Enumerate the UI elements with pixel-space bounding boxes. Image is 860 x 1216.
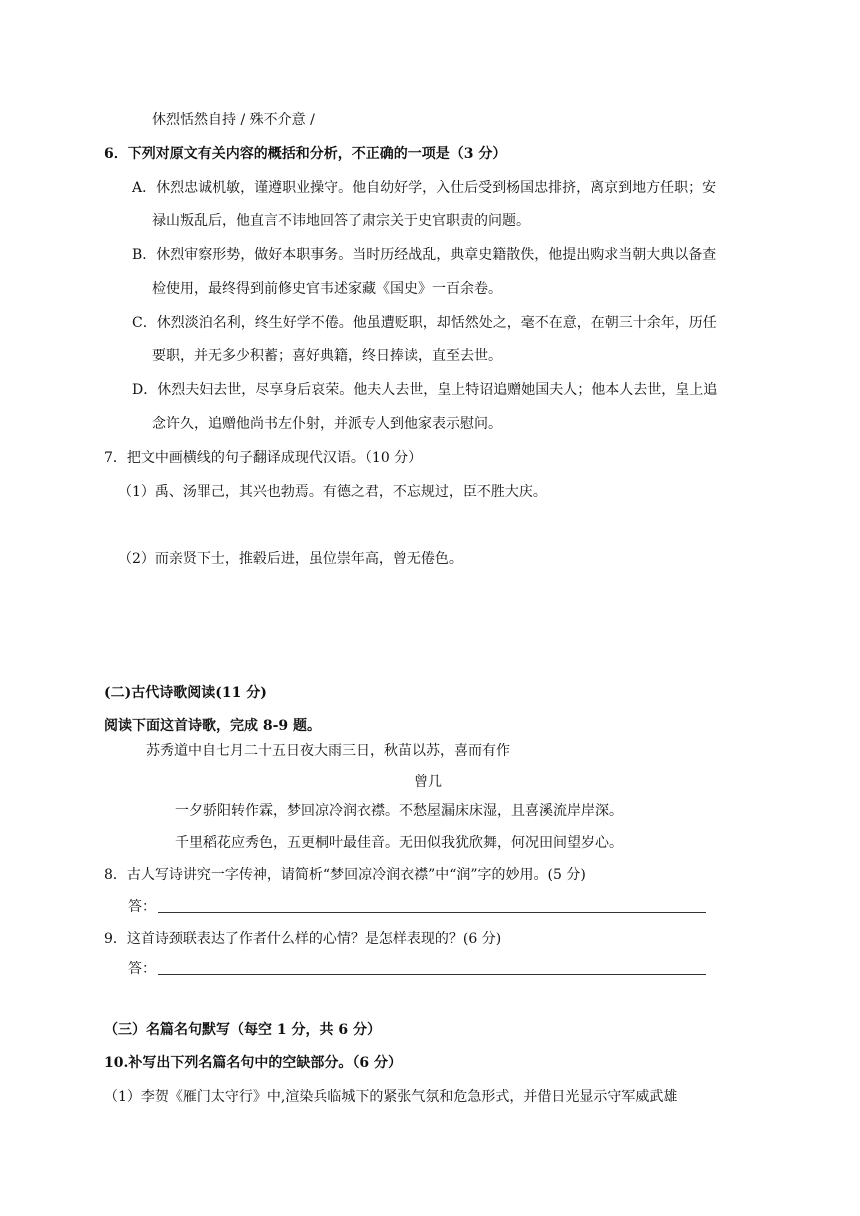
q10-stem: 10.补写出下列名篇名句中的空缺部分。（6 分）	[104, 1055, 402, 1071]
q6-option-d-cont: 念许久，追赠他尚书左仆射，并派专人到他家表示慰问。	[152, 416, 502, 432]
poem-title: 苏秀道中自七月二十五日夜大雨三日，秋苗以苏，喜而有作	[146, 743, 510, 759]
q6-option-a: A．休烈忠诚机敏，谨遵职业操守。他自幼好学，入仕后受到杨国忠排挤，离京到地方任职；安	[132, 180, 717, 196]
q9-stem: 9．这首诗颈联表达了作者什么样的心情？是怎样表现的？(6 分)	[104, 931, 502, 947]
q6-option-b: B．休烈审察形势，做好本职事务。当时历经战乱，典章史籍散佚，他提出购求当朝大典以备查	[132, 247, 717, 263]
q5-answer-tail: 休烈恬然自持 / 殊不介意 /	[152, 112, 315, 128]
section3-heading: （三）名篇名句默写（每空 1 分，共 6 分）	[104, 1022, 381, 1038]
q6-stem: 6．下列对原文有关内容的概括和分析，不正确的一项是（3 分）	[104, 146, 507, 162]
q7-sentence-1: （1）禹、汤罪己，其兴也勃焉。有德之君，不忘规过，臣不胜大庆。	[118, 484, 547, 500]
q7-sentence-2: （2）而亲贤下士，推毂后进，虽位崇年高，曾无倦色。	[118, 551, 463, 567]
q6-option-d: D．休烈夫妇去世，尽享身后哀荣。他夫人去世，皇上特诏追赠她国夫人；他本人去世，皇上追	[132, 382, 718, 398]
poem-line-1: 一夕骄阳转作霖，梦回凉冷润衣襟。不愁屋漏床床湿，且喜溪流岸岸深。	[175, 803, 623, 819]
q8-answer-line[interactable]	[158, 912, 706, 913]
section2-instruction: 阅读下面这首诗歌，完成 8-9 题。	[104, 718, 322, 734]
q6-option-a-cont: 禄山叛乱后，他直言不讳地回答了肃宗关于史官职责的问题。	[152, 213, 530, 229]
q9-answer-label: 答：	[128, 961, 156, 977]
poem-author: 曾几	[414, 774, 442, 790]
q6-option-b-cont: 检使用，最终得到前修史官韦述家藏《国史》一百余卷。	[152, 281, 502, 297]
q6-option-c-cont: 要职，并无多少积蓄；喜好典籍，终日捧读，直至去世。	[152, 348, 502, 364]
q7-stem: 7．把文中画横线的句子翻译成现代汉语。（10 分）	[104, 450, 423, 466]
q9-answer-line[interactable]	[158, 974, 706, 975]
q10-item-1: （1）李贺《雁门太守行》中,渲染兵临城下的紧张气氛和危急形式，并借日光显示守军威武雄	[104, 1089, 678, 1105]
section2-heading: (二)古代诗歌阅读(11 分)	[104, 685, 267, 701]
poem-line-2: 千里稻花应秀色，五更桐叶最佳音。无田似我犹欣舞，何况田间望岁心。	[175, 835, 623, 851]
q6-option-c: C．休烈淡泊名利，终生好学不倦。他虽遭贬职，却恬然处之，毫不在意，在朝三十余年，历任	[132, 315, 717, 331]
q8-answer-label: 答：	[128, 899, 156, 915]
q8-stem: 8．古人写诗讲究一字传神，请简析“梦回凉冷润衣襟”中“润”字的妙用。(5 分)	[104, 867, 586, 883]
